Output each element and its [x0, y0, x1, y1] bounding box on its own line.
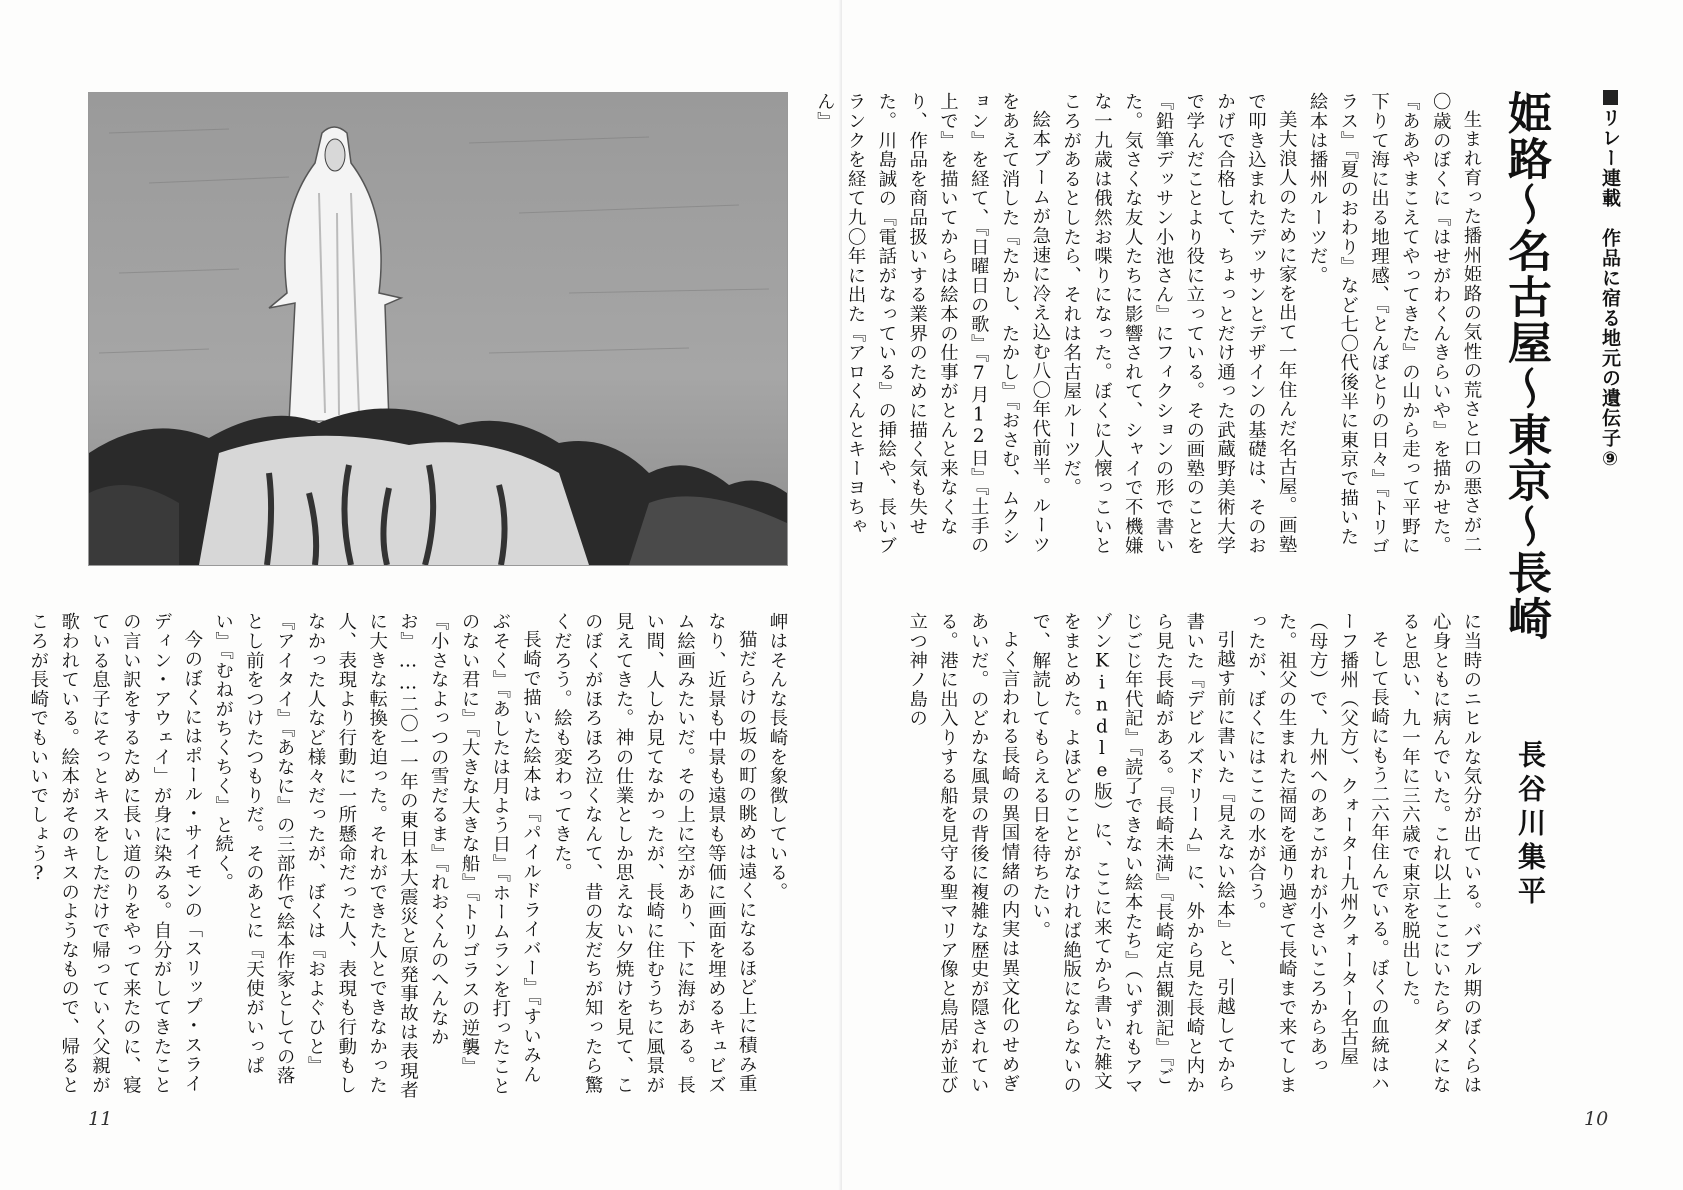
series-title: リレー連載 作品に宿る地元の遺伝子⑨	[1599, 108, 1621, 471]
paragraph: に当時のニヒルな気分が出ている。バブル期のぼくらは心身ともに病んでいた。これ以上ここにいたらダメになると思い、九一年に三六歳で東京を脱出した。	[1399, 612, 1482, 1095]
left-bottom-text	[27, 612, 792, 1100]
author-name: 長谷川集平	[1514, 740, 1547, 910]
paragraph: 今のぼくにはポール・サイモンの「スリップ・スライディン・アウェイ」が身に染みる。自分がしてきたことの言い訳をするために長い道のりをやって来たのに、寝ている息子にそっとキスをしただけで帰っていく父親が歌われている。絵本がそのキスのようなもので、帰るところが長崎でもいいでしょう?	[27, 612, 203, 1095]
square-bullet-icon	[1603, 90, 1618, 105]
page-number-right: 10	[1584, 1108, 1609, 1130]
paragraph: 岬はそんな長崎を象徴している。	[767, 612, 788, 902]
right-page	[814, 0, 1683, 1190]
right-bottom-text	[902, 612, 1486, 1100]
paragraph: そして長崎にもう二六年住んでいる。ぼくの血統はハーフ播州（父方）、クォーター九州クォーター名古屋（母方）で、九州へのあこがれが小さいころからあった。祖父の生まれた福岡を通り過ぎて長崎まで来てしまったが、ぼくにはここの水が合う。	[1245, 612, 1390, 1095]
right-top-text	[814, 92, 1486, 560]
paragraph: 長崎で描いた絵本は『パイルドライバー』『すいみんぶそく』『あしたは月よう日』『ホームランを打ったことのない君に』『大きな大きな船』『トリゴラスの逆襲』『小さなよっつの雪だるま』『れおくんのへんなかお』……二〇一一年の東日本大震災と原発事故は表現者に大きな転換を迫った。それができた人とできなかった人、表現より行動に一所懸命だった人、表現も行動もしなかった人など様々だったが、ぼくは『およぐひと』『アイタイ』『あなに』の三部作で絵本作家としての落とし前をつけたつもりだ。そのあとに『天使がいっぱい』『むねがちくちく』と続く。	[212, 612, 542, 1100]
series-label	[1596, 90, 1624, 590]
paragraph: 絵本ブームが急速に冷え込む八〇年代前半。ルーツをあえて消した『たかし、たかし』『おさむ、ムクション』を経て、『日曜日の歌』『7月12日』『土手の上で』を描いてからは絵本の仕事がとんと来なくなり、作品を商品扱いする業界のために描く気も失せた。川島誠の『電話がなっている』の挿絵や、長いブランクを経て九〇年に出た『アロくんとキーヨちゃん』	[814, 92, 1051, 556]
paragraph: 猫だらけの坂の町の眺めは遠くになるほど上に積み重なり、近景も中景も遠景も等価に画面を埋めるキュビズム絵画みたいだ。その上に空があり、下に海がある。長い間、人しか見てなかったが、長崎に住むうちに風景が見えてきた。神の仕業としか思えない夕焼けを見て、このぼくがほろほろ泣くなんて、昔の友だちが知ったら驚くだろう。絵も変わってきた。	[551, 612, 758, 1095]
page-number-left: 11	[88, 1108, 113, 1130]
article-title: 姫路～名古屋～東京～長崎	[1500, 90, 1551, 642]
paragraph: 美大浪人のために家を出て一年住んだ名古屋。画塾で叩き込まれたデッサンとデザインの基礎は、そのおかげで合格して、ちょっとだけ通った武蔵野美術大学で学んだことより役に立っている。その画塾のことを『鉛筆デッサン小池さん』にフィクションの形で書いた。気さくな友人たちに影響されて、シャイで不機嫌な一九歳は俄然お喋りになった。ぼくに人懐っこいところがあるとしたら、それは名古屋ルーツだ。	[1060, 92, 1298, 556]
paragraph: よく言われる長崎の異国情緒の内実は異文化のせめぎあいだ。のどかな風景の背後に複雑な歴史が隠されている。港に出入りする船を見守る聖マリア像と鳥居が並び立つ神ノ島の	[906, 612, 1021, 1095]
paragraph: 生まれ育った播州姫路の気性の荒さと口の悪さが二〇歳のぼくに『はせがわくんきらいや』を描かせた。『ああやまこえてやってきた』の山から走って平野に下りて海に出る地理感、『とんぼとりの日々』『トリゴラス』『夏のおわり』など七〇代後半に東京で描いた絵本は播州ルーツだ。	[1307, 92, 1482, 557]
maria-statue-illustration	[88, 92, 788, 566]
paragraph: 引越す前に書いた『見えない絵本』と、引越してから書いた『デビルズドリーム』に、外から見た長崎と内から見た長崎がある。『長崎未満』『長崎定点観測記』『ごじごじ年代記』『読了できない絵本たち』（いずれもアマゾンKindle版）に、ここに来てから書いた雑文をまとめた。よほどのことがなければ絶版にならないので、解読してもらえる日を待ちたい。	[1029, 612, 1236, 1096]
